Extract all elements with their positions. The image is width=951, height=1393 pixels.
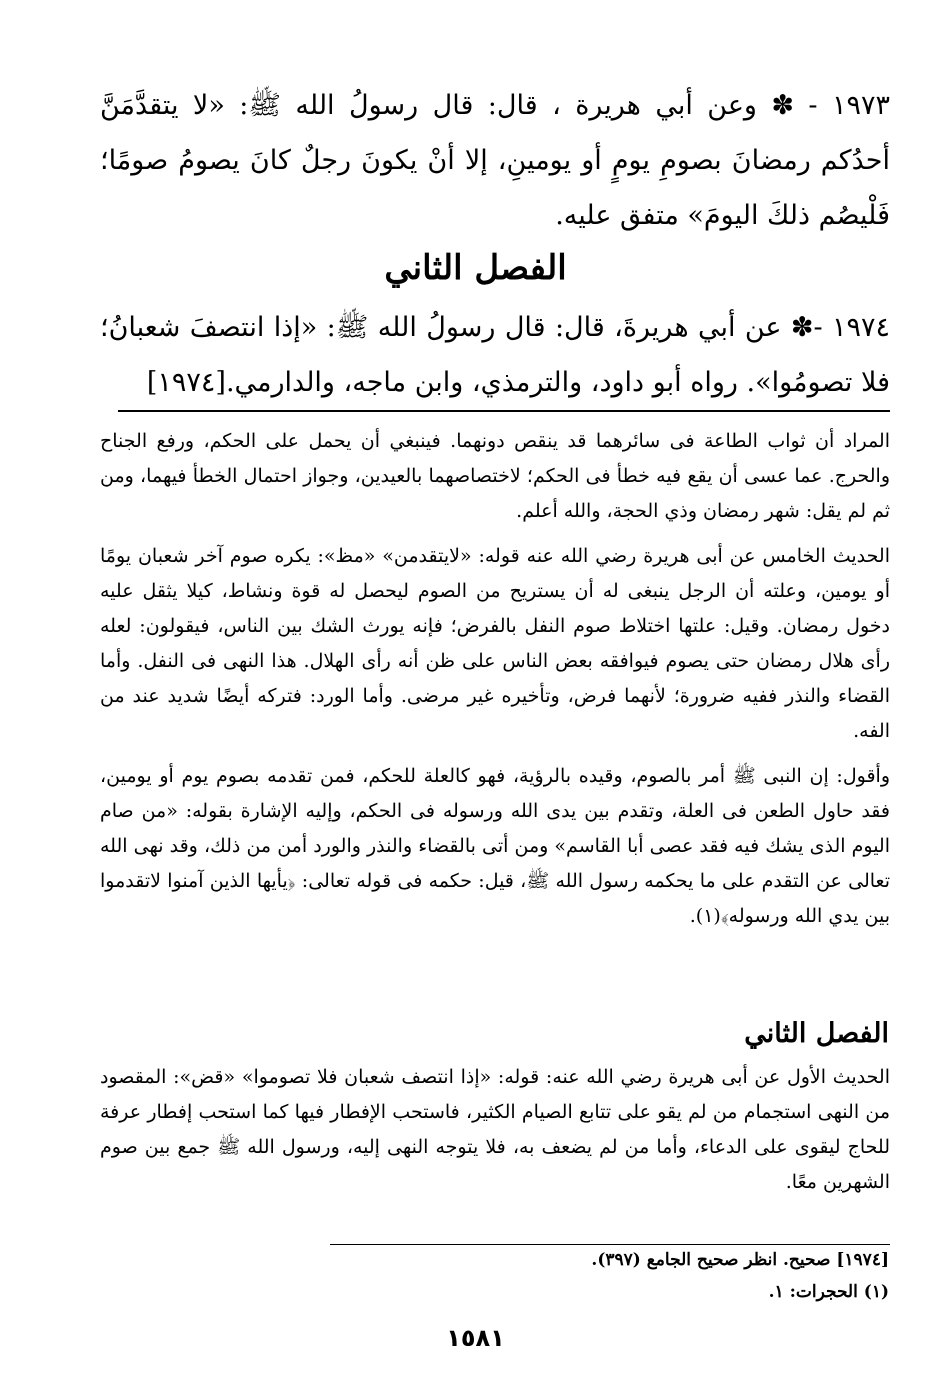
commentary-block	[100, 424, 890, 944]
divider-line	[118, 410, 890, 412]
section-heading: الفصل الثاني	[384, 248, 567, 288]
hadith-1973-text: ١٩٧٣ - ✽ وعن أبي هريرة ، قال: قال رسولُ الله ﷺ: «لا يتقدَّمَنَّ أحدُكم رمضانَ بصومِ يومٍ أو يومينِ، إلا أنْ يكونَ رجلٌ كانَ يصومُ صومًا؛ فَلْيصُم ذلكَ اليومَ» متفق عليه.	[100, 90, 890, 231]
footnotes	[329, 1244, 889, 1308]
commentary-paragraph-2: الحديث الخامس عن أبى هريرة رضي الله عنه قوله: «لايتقدمن» «مظ»: يكره صوم آخر شعبان يومًا أو يومين، وعلته أن الرجل ينبغى له أن يستريح من الصوم ليحصل له قوة ونشاط، كيلا يثقل عليه دخول رمضان. وقيل: علتها اختلاط صوم النفل بالفرض؛ فإنه يورث الشك بين الناس، فيقولون: لعله رأى هلال رمضان حتى يصوم فيوافقه بعض الناس على ظن أنه رأى الهلال. هذا النهى فى النفل. وأما القضاء والنذر ففيه ضرورة؛ لأنهما فرض، وتأخيره غير مرضى. وأما الورد: فتركه أيضًا شديد عند من الفه.	[100, 545, 890, 742]
footnote-1974: [١٩٧٤] صحيح. انظر صحيح الجامع (٣٩٧).	[591, 1250, 889, 1270]
commentary-paragraph-4: الحديث الأول عن أبى هريرة رضي الله عنه: قوله: «إذا انتصف شعبان فلا تصوموا» «قض»: المقصود من النهى استجمام من لم يقو على تتابع الصيام الكثير، فاستحب الإفطار فيها كما استحب إفطار عرفة للحاج ليقوى على الدعاء، وأما من لم يضعف به، فلا يتوجه النهى إليه، ورسول الله ﷺ جمع بين صوم الشهرين معًا.	[100, 1066, 890, 1193]
commentary-paragraph-1: المراد أن ثواب الطاعة فى سائرهما قد ينقص دونهما. فينبغي أن يحمل على الحكم، ورفع الجناح والحرج. عما عسى أن يقع فيه خطأ فى الحكم؛ لاختصاصهما بالعيدين، وجواز احتمال الخطأ فيهما، ومن ثم لم يقل: شهر رمضان وذي الحجة، والله أعلم.	[100, 430, 890, 522]
hadith-1973	[100, 78, 890, 243]
commentary-sub-heading: الفصل الثاني	[744, 1018, 889, 1049]
commentary-block-2	[100, 1060, 890, 1210]
footnote-1: (١) الحجرات: ١.	[768, 1282, 889, 1302]
hadith-1974	[100, 300, 890, 410]
commentary-paragraph-3: وأقول: إن النبى ﷺ أمر بالصوم، وقيده بالرؤية، فهو كالعلة للحكم، فمن تقدمه بصوم يوم أو يومين، فقد حاول الطعن فى العلة، وتقدم بين يدى الله ورسوله فى الحكم، وإليه الإشارة بقوله: «من صام اليوم الذى يشك فيه فقد عصى أبا القاسم» ومن أتى بالقضاء والنذر والورد أمن من ذلك، وقد نهى الله تعالى عن التقدم على ما يحكمه رسول الله ﷺ، قيل: حكمه فى قوله تعالى: ﴿يأيها الذين آمنوا لاتقدموا بين يدي الله ورسوله﴾(١).	[100, 765, 890, 927]
hadith-1974-text: ١٩٧٤ -✽ عن أبي هريرةَ، قال: قال رسولُ الله ﷺ: «إذا انتصفَ شعبانُ؛ فلا تصومُوا». رواه أبو داود، والترمذي، وابن ماجه، والدارمي.[١٩٧٤]	[100, 312, 890, 398]
page-number: ١٥٨١	[446, 1324, 505, 1352]
